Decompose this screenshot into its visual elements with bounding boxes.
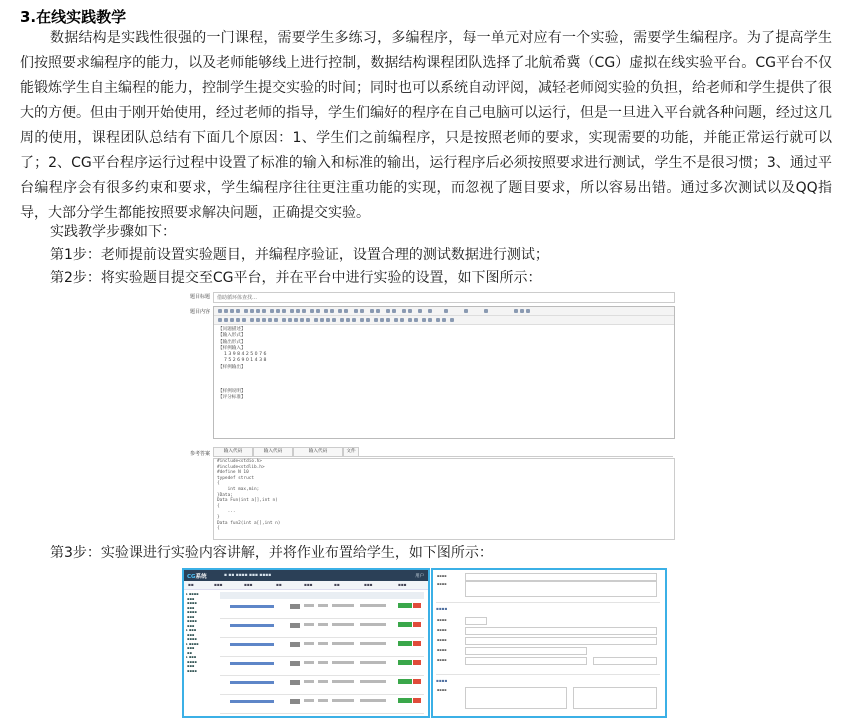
problem-content: [218, 327, 668, 402]
table-row[interactable]: [220, 657, 424, 676]
step-3: 第3步：实验课进行实验内容讲解，并将作业布置给学生，如下图所示：: [50, 545, 493, 561]
code-editor[interactable]: [213, 458, 675, 540]
editor-toolbar-row1: [214, 307, 674, 316]
problem-line: 【问题描述】: [218, 327, 246, 332]
code-line: {: [217, 526, 220, 532]
answer-tab[interactable]: 输入代码: [213, 447, 253, 456]
editor-screenshot: [176, 290, 676, 540]
title-field: [213, 292, 675, 303]
answer-tab[interactable]: 输入代码: [293, 447, 343, 456]
answer-tab[interactable]: 输入代码: [253, 447, 293, 456]
problem-line: 【输入形式】: [218, 333, 246, 339]
code-line: #define N 10: [217, 470, 249, 476]
top-nav: ▪ ▪▪ ▪▪▪▪ ▪▪▪ ▪▪▪▪: [224, 573, 272, 578]
step-1: 第1步：老师提前设置实验题目，并编程序验证，设置合理的测试数据进行测试；: [50, 247, 549, 263]
user-menu[interactable]: 用户: [415, 574, 424, 579]
table-row[interactable]: [220, 619, 424, 638]
table-row[interactable]: [220, 600, 424, 619]
code-line: typedef struct: [217, 475, 255, 481]
app-logo: CG系统: [187, 574, 207, 580]
step-2: 第2步：将实验题目提交至CG平台，并在平台中进行实验的设置，如下图所示：: [50, 270, 542, 286]
assignment-settings-screenshot: ▪▪▪▪ ▪▪▪▪ ▪▪▪▪ ▪▪▪▪ ▪▪▪▪ ▪▪▪▪ ▪▪▪▪ ▪▪▪▪ ▪▪▪▪ ▪▪▪▪: [431, 568, 667, 718]
problem-line: 7 5 2 6 9 0 1 4 3 8: [224, 358, 267, 364]
table-row[interactable]: [220, 695, 424, 714]
problem-line: 1 3 9 8 4 2 5 0 7 6: [224, 352, 267, 358]
body-paragraph: 数据结构是实践性很强的一门课程，需要学生多练习，多编程序，每一单元对应有一个实验，需要学生编程序。为了提高学生们按照要求编程序的能力，以及老师能够线上进行控制，数据结构课程团队选择了北航希冀（CG）虚拟在线实验平台。CG平台不仅能锻炼学生自主编程的能力，控制学生提交实验的时间；同时也可以系统自动评阅，减轻老师阅实验的负担，给老师和学生提供了很大的方便。但由于刚开始使用，经过老师的指导，学生们编好的程序在自己电脑可以运行，但是一旦进入平台就各种问题，经过这几周的使用，课程团队总结有下面几个原因：1、学生们之前编程序，只是按照老师的要求，实现需要的功能，并能正常运行就可以了；2、CG平台程序运行过程中设置了标准的输入和标准的输出，运行程序后必须按照要求进行测试，学生不是很习惯；3、通过平台编程序会有很多约束和要求，学生编程序往往更注重功能的实现，而忽视了题目要求，所以容易出错。通过多次测试以及QQ指导，大部分学生都能按照要求解决问题，正确提交实验。: [20, 30, 832, 221]
code-line: {: [217, 503, 220, 509]
answer-label: 参考答案: [189, 451, 210, 457]
title-value: 借助循环体查找…: [217, 295, 258, 301]
table-header: [220, 592, 424, 599]
code-line: #include<stdio.h>: [217, 459, 262, 464]
code-line: Data Fun(int a[],int n): [217, 498, 278, 504]
content-label: 题目内容: [189, 309, 210, 315]
app-topbar: [184, 570, 428, 581]
section-title: 3.在线实践教学: [20, 8, 127, 26]
assignment-table: [220, 592, 424, 712]
code-line: #include<stdlib.h>: [217, 464, 265, 470]
problem-line: 【评分标准】: [218, 395, 246, 401]
app-menubar: ▪▪ ▪▪▪ ▪▪▪ ▪▪ ▪▪▪ ▪▪ ▪▪▪ ▪▪▪: [184, 581, 428, 590]
problem-line: 【样例输出】: [218, 364, 246, 370]
title-label: 题目标题: [189, 294, 210, 300]
problem-line: 【样例输入】: [218, 345, 246, 351]
answer-tabs: [213, 447, 673, 457]
course-sidebar: ▸ ▪▪▪▪ ▪▪▪ ▪▪▪▪ ▪▪▪ ▪▪▪▪ ▪▪▪ ▪▪▪▪ ▪▪▪ ▸ ▪▪▪ ▪▪▪ ▪▪▪▪ ▸ ▪▪▪▪ ▪▪▪ ▪▪ ▸ ▪▪▪ ▪▪▪▪ ▪▪▪ ▪▪▪▪: [186, 592, 199, 673]
code-line: int max,min;: [217, 486, 260, 492]
rich-text-editor: [213, 306, 675, 439]
problem-line: 【样例说明】: [218, 389, 246, 395]
problem-line: 【输出形式】: [218, 339, 246, 345]
code-line: }: [217, 514, 220, 520]
assignment-list-screenshot: [182, 568, 430, 718]
table-row[interactable]: [220, 638, 424, 657]
table-row[interactable]: [220, 676, 424, 695]
steps-intro: 实践教学步骤如下：: [50, 224, 176, 240]
answer-tab[interactable]: 文件: [343, 447, 359, 456]
code-line: }Data;: [217, 492, 233, 498]
code-line: {: [217, 481, 220, 487]
editor-toolbar-row2: [214, 316, 674, 325]
code-line: ...: [217, 509, 236, 515]
code-line: Data fun2(int a[],int n): [217, 520, 281, 526]
